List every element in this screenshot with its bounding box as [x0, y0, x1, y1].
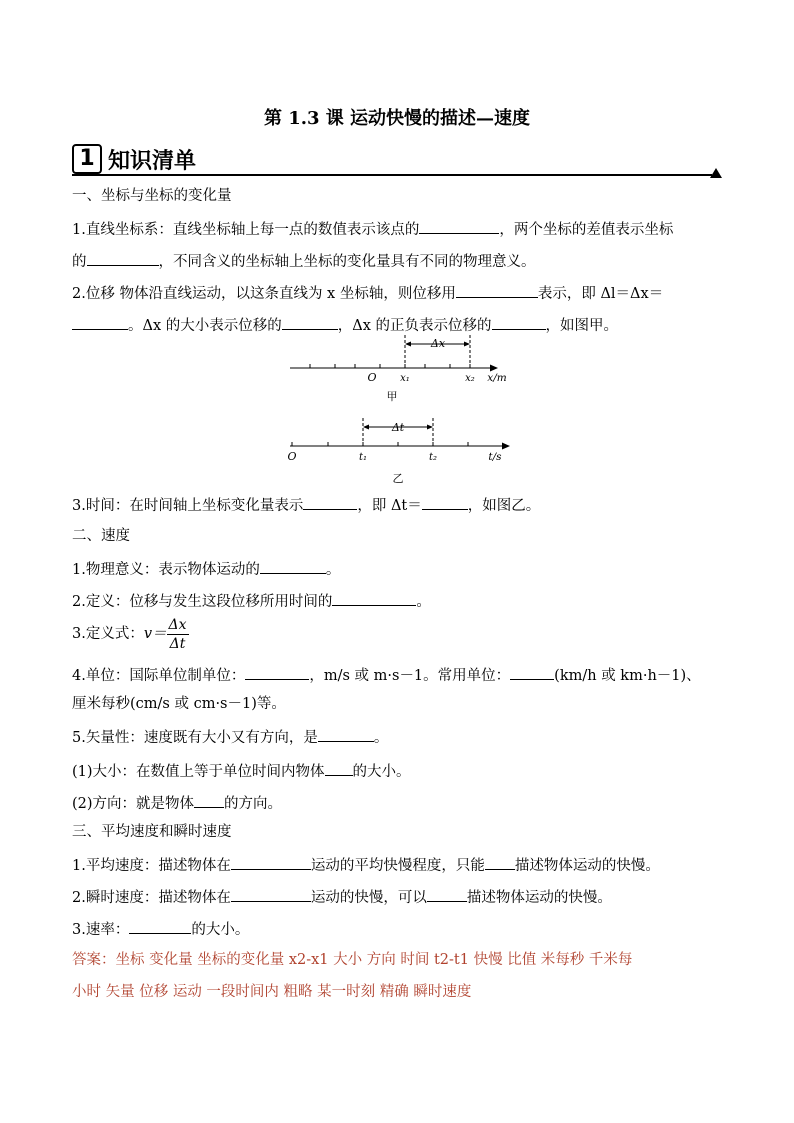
- axis-arrow-icon: [502, 443, 510, 450]
- fill-blank[interactable]: [492, 314, 546, 330]
- text: 3.定义式：: [72, 626, 144, 642]
- text: ，不同含义的坐标轴上坐标的变化量具有不同的物理意义。: [158, 254, 536, 270]
- section-rule: [72, 174, 712, 176]
- text: 。: [416, 594, 431, 610]
- answer-line-2: 小时 矢量 位移 运动 一段时间内 粗略 某一时刻 精确 瞬时速度: [72, 984, 472, 1000]
- item-1-line-2: [72, 250, 536, 272]
- formula-fraction: [167, 616, 189, 653]
- fill-blank[interactable]: [422, 494, 468, 510]
- answer-line-1: 答案：坐标 变化量 坐标的变化量 x2-x1 大小 方向 时间 t2-t1 快慢 比值 米每秒 千米每: [72, 952, 633, 968]
- section-title: 知识清单: [108, 149, 197, 174]
- axis-unit-label: t/s: [488, 451, 502, 463]
- arrow-left-icon: [363, 425, 369, 430]
- heading-speed: 二、速度: [72, 528, 130, 544]
- speed-item-4-line-2: 厘米每秒(cm/s 或 cm·s－1)等。: [72, 696, 286, 712]
- text: 描述物体运动的快慢。: [514, 858, 660, 874]
- formula-numerator: Δx: [168, 616, 187, 633]
- item-3: [72, 494, 540, 516]
- fill-blank[interactable]: [427, 886, 467, 902]
- t1-label: t₁: [358, 452, 368, 463]
- text: ，Δx 的正负表示位移的: [337, 318, 492, 334]
- text: (km/h 或 km·h－1)、: [554, 668, 701, 684]
- fill-blank[interactable]: [260, 558, 326, 574]
- text: ，如图甲。: [545, 318, 619, 334]
- arrow-right-icon: [464, 342, 470, 347]
- heading-coordinates: 一、坐标与坐标的变化量: [72, 188, 232, 204]
- t2-label: t₂: [428, 452, 438, 463]
- section-number: 1: [72, 144, 102, 174]
- text: 。Δx 的大小表示位移的: [128, 318, 282, 334]
- fill-blank[interactable]: [282, 314, 338, 330]
- text: 运动的平均快慢程度，只能: [310, 858, 485, 874]
- text: 2.定义：位移与发生这段位移所用时间的: [72, 594, 333, 610]
- text: 4.单位：国际单位制单位：: [72, 668, 246, 684]
- fill-blank[interactable]: [485, 854, 515, 870]
- tick-marks: [310, 364, 470, 368]
- text: 1.物理意义：表示物体运动的: [72, 562, 260, 578]
- fill-blank[interactable]: [332, 590, 416, 606]
- fill-blank[interactable]: [456, 282, 538, 298]
- text: 的大小。: [352, 764, 411, 780]
- fill-blank[interactable]: [231, 886, 311, 902]
- text: ，即 Δt＝: [357, 498, 422, 514]
- text: 1.直线坐标系：直线坐标轴上每一点的数值表示该点的: [72, 222, 420, 238]
- text: (2)方向：就是物体: [72, 796, 195, 812]
- delta-x-label: Δx: [430, 337, 446, 350]
- fill-blank[interactable]: [194, 792, 224, 808]
- text: 5.矢量性：速度既有大小又有方向，是: [72, 730, 318, 746]
- delta-t-label: Δt: [391, 421, 405, 434]
- figure-caption: 甲: [386, 390, 398, 403]
- text: (1)大小：在数值上等于单位时间内物体: [72, 764, 325, 780]
- text: ，如图乙。: [467, 498, 541, 514]
- item-1-line-1: [72, 218, 673, 240]
- text: 2.位移 物体沿直线运动，以这条直线为 x 坐标轴，则位移用: [72, 286, 456, 302]
- text: 3.时间：在时间轴上坐标变化量表示: [72, 498, 304, 514]
- fill-blank[interactable]: [325, 760, 353, 776]
- section-header: [72, 142, 722, 176]
- speed-item-5: [72, 726, 388, 748]
- fill-blank[interactable]: [245, 664, 309, 680]
- item-2-line-2: [72, 314, 618, 336]
- heading-average-instant: 三、平均速度和瞬时速度: [72, 824, 232, 840]
- text: 。: [325, 562, 341, 578]
- fill-blank[interactable]: [303, 494, 357, 510]
- text: 表示，即 Δl＝Δx＝: [537, 286, 664, 302]
- formula-lhs: v＝: [143, 626, 167, 642]
- text: 的方向。: [224, 796, 283, 812]
- tick-marks: [292, 442, 468, 446]
- fill-blank[interactable]: [87, 250, 159, 266]
- speed-item-3: [72, 614, 189, 654]
- text: ，m/s 或 m·s－1。常用单位：: [309, 668, 511, 684]
- item-2-line-1: [72, 282, 663, 304]
- avg-item-2: [72, 886, 612, 908]
- axis-arrow-icon: [490, 365, 498, 372]
- speed-item-2: [72, 590, 431, 612]
- speed-item-4-line-1: [72, 664, 701, 686]
- formula-denominator: Δt: [169, 635, 186, 652]
- origin-label: O: [367, 371, 377, 384]
- fill-blank[interactable]: [231, 854, 311, 870]
- fill-blank[interactable]: [318, 726, 374, 742]
- text: 的大小。: [191, 922, 250, 938]
- text: ，两个坐标的差值表示坐标: [499, 222, 674, 238]
- avg-item-1: [72, 854, 660, 876]
- figure-displacement: [280, 335, 540, 405]
- x2-label: x₂: [465, 373, 475, 384]
- text: 描述物体运动的快慢。: [466, 890, 612, 906]
- speed-item-1: [72, 558, 340, 580]
- figure-caption: 乙: [392, 472, 404, 485]
- text: 的: [72, 254, 87, 270]
- origin-label: O: [287, 450, 297, 463]
- x1-label: x₁: [400, 373, 410, 384]
- avg-item-3: [72, 918, 249, 940]
- speed-item-direction: [72, 792, 282, 814]
- text: 运动的快慢，可以: [310, 890, 427, 906]
- text: 1.平均速度：描述物体在: [72, 858, 231, 874]
- figure-time: [280, 418, 540, 488]
- fill-blank[interactable]: [510, 664, 554, 680]
- fill-blank[interactable]: [72, 314, 128, 330]
- text: 2.瞬时速度：描述物体在: [72, 890, 231, 906]
- axis-unit-label: x/m: [487, 372, 507, 384]
- fill-blank[interactable]: [419, 218, 499, 234]
- page-title: 第 1.3 课 运动快慢的描述—速度: [263, 108, 531, 129]
- arrow-left-icon: [405, 342, 411, 347]
- arrow-right-icon: [427, 425, 433, 430]
- text: 。: [373, 730, 389, 746]
- text: 3.速率：: [72, 922, 130, 938]
- speed-item-magnitude: [72, 760, 411, 782]
- triangle-icon: [710, 168, 722, 178]
- fill-blank[interactable]: [129, 918, 191, 934]
